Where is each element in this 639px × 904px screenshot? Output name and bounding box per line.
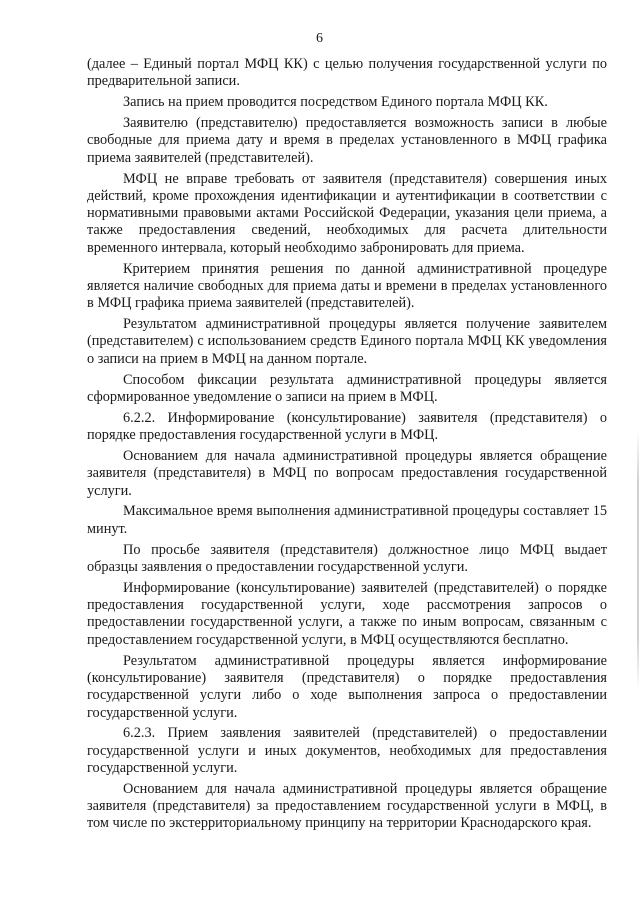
paragraph: По просьбе заявителя (представителя) должностное лицо МФЦ выдает образцы заявления о предоставлении государственной услуги.	[87, 541, 607, 575]
section-heading-6-2-2: 6.2.2. Информирование (консультирование) заявителя (представителя) о порядке предоставления государственной услуги в МФЦ.	[87, 409, 607, 444]
paragraph: Заявителю (представителю) предоставляется возможность записи в любые свободные для приема дату и время в пределах установленного в МФЦ графика приема заявителей (представителей).	[87, 115, 607, 166]
paragraph: Максимальное время выполнения административной процедуры составляет 15 минут.	[87, 503, 607, 537]
paragraph: Информирование (консультирование) заявителей (представителей) о порядке предоставления государственной услуги, ходе рассмотрения запросов о предоставлении государственной услуги, а также по иным вопросам, связанным с предоставлением государственной услуги, в МФЦ осуществляются бесплатно.	[87, 579, 607, 648]
paragraph: Способом фиксации результата административной процедуры является сформированное уведомление о записи на прием в МФЦ.	[87, 371, 607, 405]
document-body	[87, 56, 607, 833]
paragraph: Результатом административной процедуры является получение заявителем (представителем) с использованием средств Единого портала МФЦ КК уведомления о записи на прием в МФЦ на данном портале.	[87, 316, 607, 367]
paragraph: (далее – Единый портал МФЦ КК) с целью получения государственной услуги по предварительной записи.	[87, 56, 607, 90]
paragraph: МФЦ не вправе требовать от заявителя (представителя) совершения иных действий, кроме прохождения идентификации и аутентификации в соответствии с нормативными правовыми актами Российской Федерации, указания цели приема, а также предоставления сведений, необходимых для расчета длительности временного интервала, который необходимо забронировать для приема.	[87, 170, 607, 256]
section-heading-6-2-3: 6.2.3. Прием заявления заявителей (представителей) о предоставлении государственной услуги и иных документов, необходимых для предоставления государственной услуги.	[87, 725, 607, 776]
paragraph: Результатом административной процедуры является информирование (консультирование) заявителя (представителя) о порядке предоставления государственной услуги либо о ходе выполнения запроса о предоставлении государственной услуги.	[87, 652, 607, 721]
paragraph: Критерием принятия решения по данной административной процедуре является наличие свободных для приема даты и времени в пределах установленного в МФЦ графика приема заявителей (представителей).	[87, 260, 607, 312]
paragraph: Основанием для начала административной процедуры является обращение заявителя (представителя) в МФЦ по вопросам предоставления государственной услуги.	[87, 447, 607, 499]
paragraph: Запись на прием проводится посредством Единого портала МФЦ КК.	[123, 94, 548, 111]
page-number: 6	[316, 31, 323, 46]
paragraph: Основанием для начала административной процедуры является обращение заявителя (представителя) за предоставлением государственной услуги в МФЦ, в том числе по экстерриториальному принципу на территории Краснодарского края.	[87, 780, 607, 832]
